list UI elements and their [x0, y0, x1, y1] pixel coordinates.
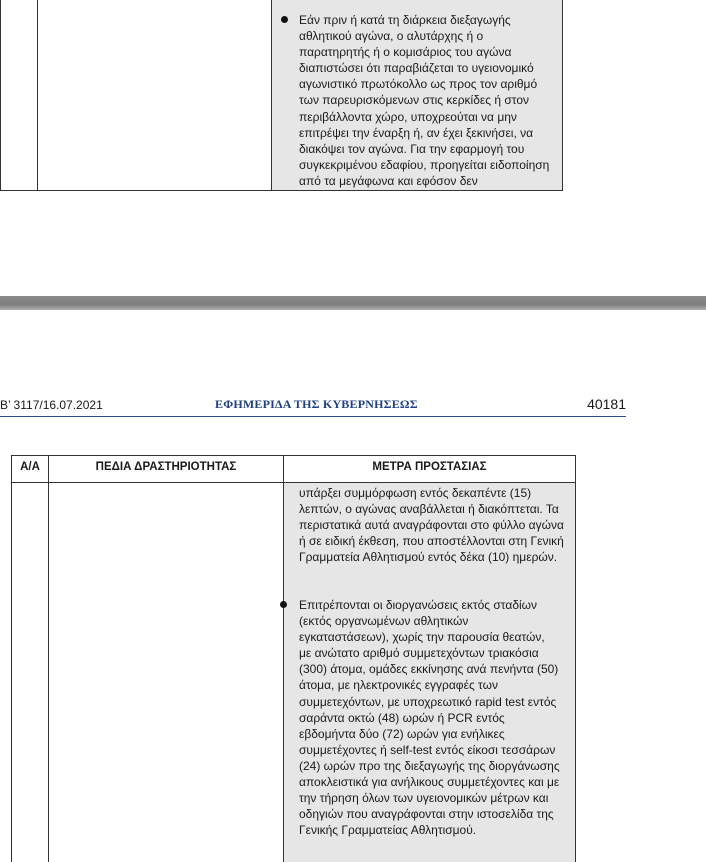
bullet-text: Εάν πριν ή κατά τη διάρκεια διεξαγωγής αθλητικού αγώνα, ο αλυτάρχης ή ο παρατηρητής ή ο κομισάριος του αγώνα διαπιστώσει ότι παραβιάζεται το υγειονομικό αγωνιστικό πρωτόκολλο ως προς τον αριθμό των παρευρισκόμενων στις κερκίδες ή στον περιβάλλοντα χώρο, υποχρεούται να μην επιτρέψει την έναρξη ή, αν έχει ξεκινήσει, να διακόψει τον αγώνα. Για την εφαρμογή του συγκεκριμένου εδαφίου, προηγείται ειδοποίηση από τα μεγάφωνα και εφόσον δεν [299, 13, 550, 188]
column-header-measures: ΜΕΤΡΑ ΠΡΟΣΤΑΣΙΑΣ [372, 461, 487, 473]
bullet-icon [280, 601, 287, 608]
bullet-item [281, 12, 553, 189]
column-divider-1 [48, 455, 49, 862]
bullet-text: Επιτρέπονται οι διοργανώσεις εκτός σταδίων (εκτός οργανωμένων αθλητικών εγκαταστάσεων), χωρίς την παρουσία θεατών, με ανώτατο αριθμό συμμετεχόντων τριακόσια (300) άτομα, ομάδες εκκίνησης ανά πενήντα (50) άτομα, με ηλεκτρονικές εγγραφές των συμμετεχόντων, με υποχρεωτικό rapid test εντός σαράντα οκτώ (48) ωρών ή PCR εντός εβδομήντα δύο (72) ωρών για ενήλικες συμμετέχοντες ή self-test εντός είκοσι τεσσάρων (24) ωρών προ της διεξαγωγής της διοργάνωσης αποκλειστικά για ανήλικους συμμετέχοντες και με την τήρηση όλων των υγειονομικών μέτρων και οδηγιών που αναγράφονται στην ιστοσελίδα της Γενικής Γραμματείας Αθλητισμού. [299, 598, 560, 838]
issue-number: Β’ 3117/16.07.2021 [0, 398, 103, 412]
page-separator [0, 296, 706, 310]
continuation-paragraph [299, 485, 565, 565]
continuation-text: υπάρξει συμμόρφωση εντός δεκαπέντε (15) λεπτών, ο αγώνας αναβάλλεται ή διακόπτεται. Τα περιστατικά αυτά αναγράφονται στο φύλλο αγώνα ή σε ειδική έκθεση, που αποστέλλονται στη Γενική Γραμματεία Αθλητισμού εντός δέκα (10) ημερών. [299, 486, 564, 565]
page-header [0, 396, 626, 417]
gazette-title: ΕΦΗΜΕΡΙΔΑ ΤΗΣ ΚΥΒΕΡΝΗΣΕΩΣ [215, 397, 418, 411]
column-divider-2 [271, 0, 272, 190]
table-border-left [0, 0, 1, 190]
page-number: 40181 [587, 396, 626, 412]
column-header-aa: Α/Α [20, 461, 40, 473]
column-divider-1 [37, 0, 38, 190]
table-header-row [12, 455, 575, 483]
column-header-activity: ΠΕΔΙΑ ΔΡΑΣΤΗΡΙΟΤΗΤΑΣ [95, 461, 237, 473]
previous-page [0, 0, 706, 296]
bullet-icon [281, 16, 288, 23]
bullet-item [280, 597, 560, 838]
